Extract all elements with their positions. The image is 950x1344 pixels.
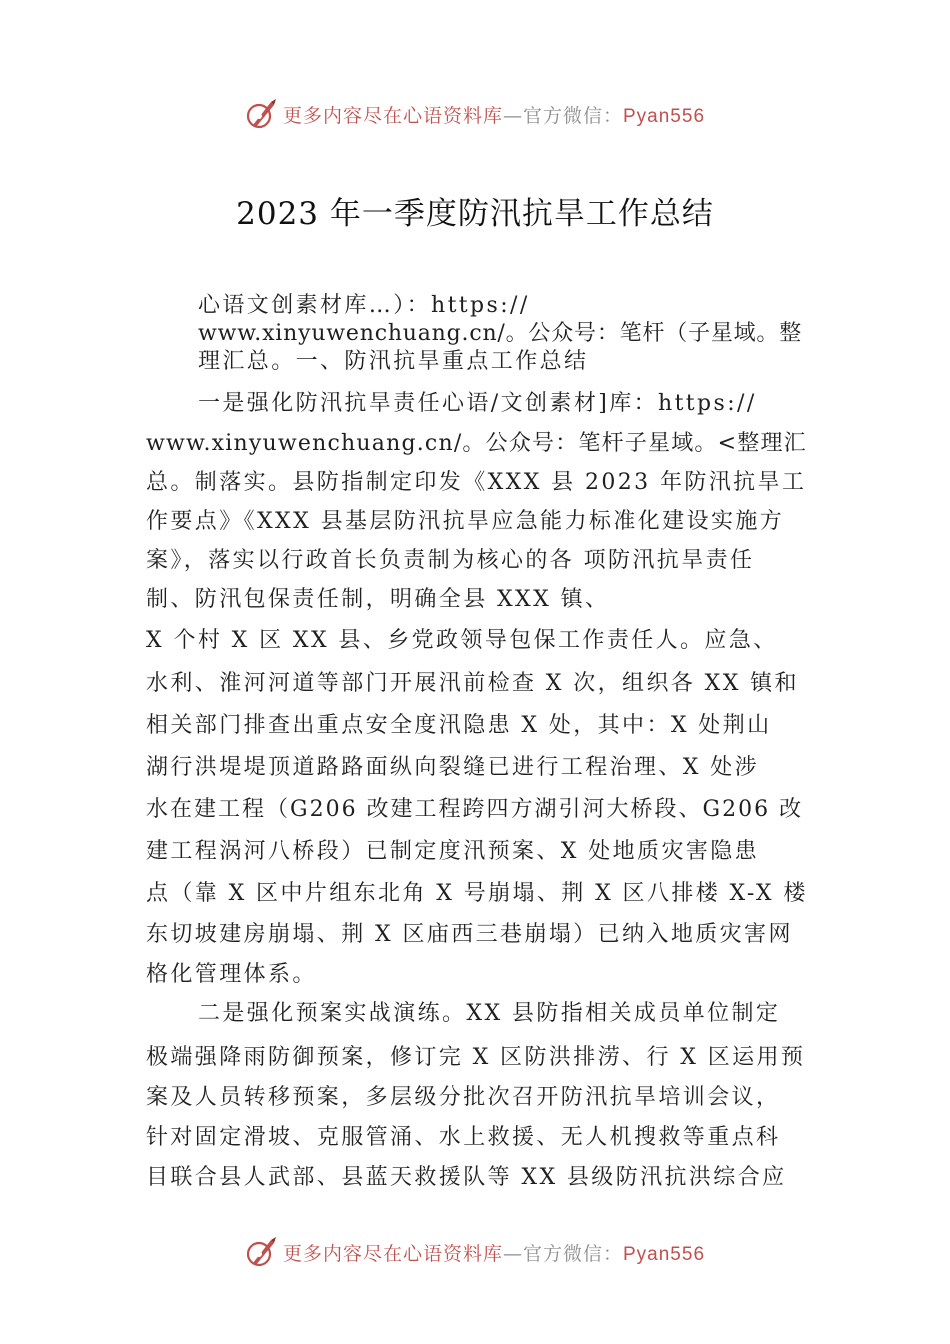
body-line-4: 一是强化防汛抗旱责任心语/文创素材]库：https:// xyxy=(198,391,757,416)
body-line-9: 制、防汛包保责任制，明确全县 XXX 镇、 xyxy=(146,587,610,612)
body-line-5: www.xinyuwenchuang.cn/。公众号：笔杆子星域。<整理汇 xyxy=(146,431,807,456)
header-watermark-banner xyxy=(0,94,950,134)
quill-pen-logo-icon xyxy=(245,1235,279,1269)
body-line-22: 针对固定滑坡、克服管涌、水上救援、无人机搜救等重点科 xyxy=(146,1125,781,1150)
body-line-15: 建工程涡河八桥段）已制定度汛预案、X 处地质灾害隐患 xyxy=(146,839,760,864)
body-line-19: 二是强化预案实战演练。XX 县防指相关成员单位制定 xyxy=(198,1001,781,1026)
body-line-3: 理汇总。一、防汛抗旱重点工作总结 xyxy=(198,349,589,374)
body-line-16: 点（靠 X 区中片组东北角 X 号崩塌、荆 X 区八排楼 X-X 楼 xyxy=(146,881,808,906)
watermark-dash: — xyxy=(502,104,523,127)
document-title: 2023 年一季度防汛抗旱工作总结 xyxy=(236,196,714,232)
watermark-text xyxy=(283,101,705,128)
body-line-7: 作要点》《XXX 县基层防汛抗旱应急能力标准化建设实施方 xyxy=(146,509,785,534)
watermark-main-text: 更多内容尽在心语资料库 xyxy=(282,104,503,127)
watermark-text xyxy=(283,1239,705,1266)
watermark-main-text: 更多内容尽在心语资料库 xyxy=(282,1242,503,1265)
body-line-2: www.xinyuwenchuang.cn/。公众号：笔杆（子星域。整 xyxy=(198,321,803,346)
body-line-6: 总。制落实。县防指制定印发《XXX 县 2023 年防汛抗旱工 xyxy=(146,470,807,495)
body-line-10: X 个村 X 区 XX 县、乡党政领导包保工作责任人。应急、 xyxy=(146,628,778,653)
footer-watermark-banner xyxy=(0,1232,950,1272)
watermark-official-label: 官方微信： xyxy=(522,1242,623,1265)
body-line-18: 格化管理体系。 xyxy=(146,962,317,987)
watermark-wechat-id: Pyan556 xyxy=(623,1243,706,1265)
watermark-wechat-id: Pyan556 xyxy=(623,105,706,127)
body-line-23: 目联合县人武部、县蓝天救援队等 XX 县级防汛抗洪综合应 xyxy=(146,1165,787,1190)
body-line-12: 相关部门排查出重点安全度汛隐患 X 处，其中：X 处荆山 xyxy=(146,713,772,738)
body-line-17: 东切坡建房崩塌、荆 X 区庙西三巷崩塌）已纳入地质灾害网 xyxy=(146,922,793,947)
quill-pen-logo-icon xyxy=(245,97,279,131)
body-line-14: 水在建工程（G206 改建工程跨四方湖引河大桥段、G206 改 xyxy=(146,797,804,822)
watermark-official-label: 官方微信： xyxy=(522,104,623,127)
body-line-21: 案及人员转移预案，多层级分批次召开防汛抗旱培训会议， xyxy=(146,1085,781,1110)
body-line-11: 水利、淮河河道等部门开展汛前检查 X 次，组织各 XX 镇和 xyxy=(146,671,799,696)
body-line-1: 心语文创素材库…）：https:// xyxy=(198,293,530,318)
body-line-8: 案》，落实以行政首长负责制为核心的各 项防汛抗旱责任 xyxy=(146,548,755,573)
body-line-13: 湖行洪堤堤顶道路路面纵向裂缝已进行工程治理、X 处涉 xyxy=(146,755,760,780)
body-line-20: 极端强降雨防御预案，修订完 X 区防洪排涝、行 X 区运用预 xyxy=(146,1045,806,1070)
watermark-dash: — xyxy=(502,1242,523,1265)
